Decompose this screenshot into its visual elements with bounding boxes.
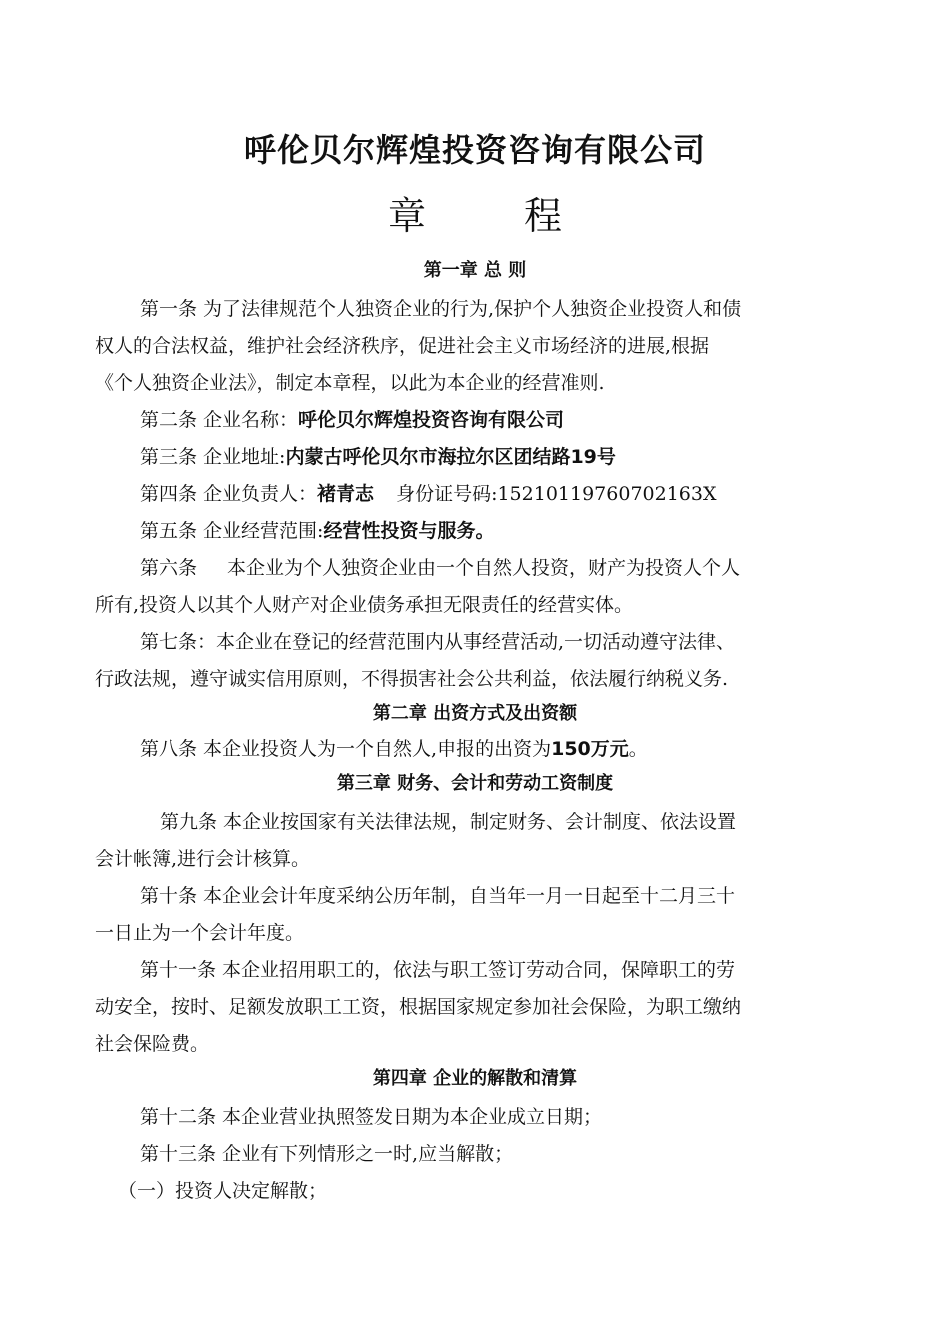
article-8: [140, 737, 910, 761]
article-11-line-3: 社会保险费。: [95, 1033, 210, 1055]
article-6-label: 第六条: [140, 557, 198, 579]
responsible-person-value: 褚青志: [317, 483, 375, 505]
article-10-line-2: 一日止为一个会计年度。: [95, 922, 305, 944]
article-1-line-1: 第一条 为了法律规范个人独资企业的行为,保护个人独资企业投资人和债: [140, 298, 742, 320]
chapter-4-heading: 第四章 企业的解散和清算: [372, 1068, 578, 1089]
dissolution-item-1: （一）投资人决定解散；: [118, 1180, 328, 1202]
article-5: [140, 519, 910, 543]
article-6-line-1: [140, 556, 910, 580]
business-scope-value: 经营性投资与服务。: [323, 520, 495, 542]
article-2: [140, 408, 910, 432]
document-subtitle: 章 程: [387, 194, 592, 238]
id-number-label: 身份证号码:: [396, 483, 498, 505]
article-9-line-2: 会计帐簿,进行会计核算。: [95, 848, 311, 870]
company-address-value: 内蒙古呼伦贝尔市海拉尔区团结路19号: [285, 446, 616, 468]
company-title: 呼伦贝尔辉煌投资咨询有限公司: [243, 131, 706, 169]
article-2-label: 第二条 企业名称：: [140, 409, 299, 431]
article-3-label: 第三条 企业地址:: [140, 446, 286, 468]
article-5-label: 第五条 企业经营范围:: [140, 520, 324, 542]
company-name-value: 呼伦贝尔辉煌投资咨询有限公司: [298, 409, 565, 431]
article-8-end: 。: [628, 738, 648, 760]
article-12: 第十二条 本企业营业执照签发日期为本企业成立日期；: [140, 1106, 603, 1128]
article-8-text: 第八条 本企业投资人为一个自然人,申报的出资为: [140, 738, 552, 760]
article-4-label: 第四条 企业负责人：: [140, 483, 318, 505]
article-6-text: 本企业为个人独资企业由一个自然人投资，财产为投资人个人: [227, 557, 741, 579]
article-1-line-2: 权人的合法权益，维护社会经济秩序，促进社会主义市场经济的进展,根据: [95, 335, 710, 357]
article-3: [140, 445, 910, 469]
chapter-1-heading: 第一章 总 则: [423, 260, 527, 281]
article-11-line-2: 动安全，按时、足额发放职工工资，根据国家规定参加社会保险，为职工缴纳: [95, 996, 742, 1018]
article-13: 第十三条 企业有下列情形之一时,应当解散；: [140, 1143, 514, 1165]
id-number-value: 15210119760702163X: [497, 483, 717, 505]
article-7-line-1: 第七条：本企业在登记的经营范围内从事经营活动,一切活动遵守法律、: [140, 631, 736, 653]
chapter-3-heading: 第三章 财务、会计和劳动工资制度: [336, 773, 614, 794]
capital-amount-value: 150万元: [551, 738, 629, 760]
chapter-2-heading: 第二章 出资方式及出资额: [372, 703, 578, 724]
article-11-line-1: 第十一条 本企业招用职工的，依法与职工签订劳动合同，保障职工的劳: [140, 959, 736, 981]
article-9-line-1: 第九条 本企业按国家有关法律法规，制定财务、会计制度、依法设置: [160, 811, 737, 833]
article-1-line-3: 《个人独资企业法》，制定本章程，以此为本企业的经营准则.: [95, 372, 605, 394]
article-6-line-2: 所有,投资人以其个人财产对企业债务承担无限责任的经营实体。: [95, 594, 634, 616]
article-10-line-1: 第十条 本企业会计年度采纳公历年制，自当年一月一日起至十二月三十: [140, 885, 736, 907]
article-4: [140, 482, 910, 506]
article-7-line-2: 行政法规，遵守诚实信用原则，不得损害社会公共利益，依法履行纳税义务.: [95, 668, 729, 690]
